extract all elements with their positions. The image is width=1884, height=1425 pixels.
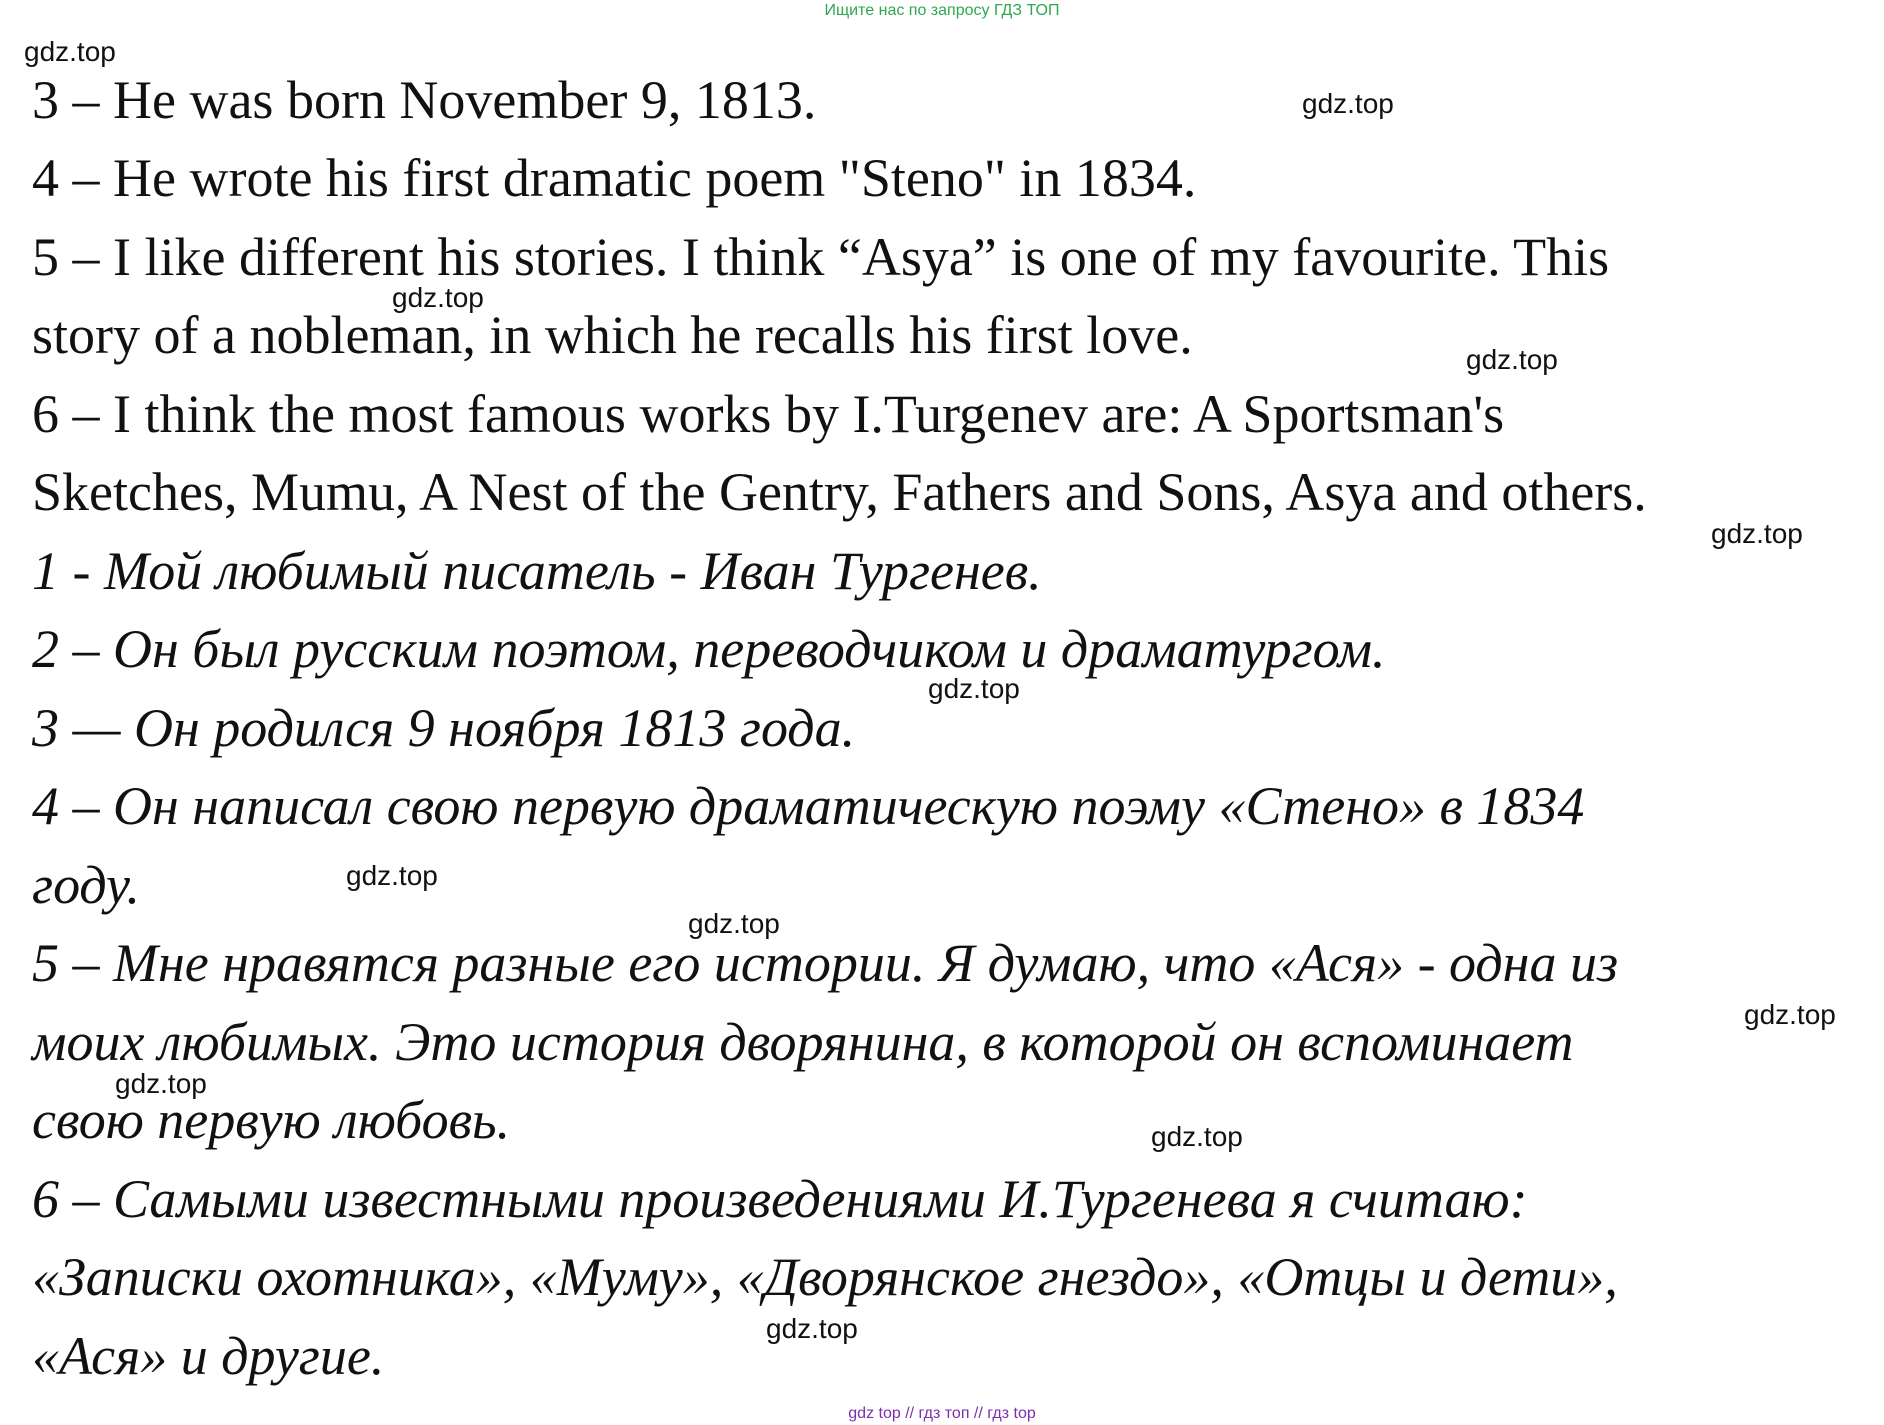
watermark: gdz.top [928,673,1020,704]
watermark: gdz.top [392,282,484,313]
russian-line-9: 6 – Самыми известными произведениями И.Тургенева я считаю: [32,1169,1528,1229]
english-line-1: 3 – He was born November 9, 1813. [32,70,817,130]
english-line-5: 6 – I think the most famous works by I.Turgenev are: A Sportsman's [32,384,1505,444]
bottom-banner: gdz top // гдз топ // гдз top [848,1405,1036,1422]
english-line-2: 4 – He wrote his first dramatic poem "Steno" in 1834. [32,148,1197,208]
watermark: gdz.top [115,1068,207,1099]
watermark: gdz.top [346,860,438,891]
watermark: gdz.top [766,1313,858,1344]
watermark: gdz.top [1151,1121,1243,1152]
watermark: gdz.top [24,36,116,67]
russian-line-7: моих любимых. Это история дворянина, в которой он вспоминает [32,1012,1574,1072]
watermark: gdz.top [1302,88,1394,119]
russian-line-4: 4 – Он написал свою первую драматическую поэму «Стено» в 1834 [32,776,1585,836]
english-line-3: 5 – I like different his stories. I think “Asya” is one of my favourite. This [32,227,1610,287]
russian-line-2: 2 – Он был русским поэтом, переводчиком и драматургом. [32,619,1386,679]
watermark: gdz.top [1744,999,1836,1030]
watermark: gdz.top [688,908,780,939]
russian-line-1: 1 - Мой любимый писатель - Иван Тургенев. [32,541,1042,601]
english-line-6: Sketches, Mumu, A Nest of the Gentry, Fathers and Sons, Asya and others. [32,462,1647,522]
top-banner: Ищите нас по запросу ГДЗ ТОП [824,2,1060,19]
russian-line-6: 5 – Мне нравятся разные его истории. Я думаю, что «Ася» - одна из [32,933,1619,993]
russian-line-11: «Ася» и другие. [32,1326,385,1386]
watermark: gdz.top [1711,518,1803,549]
english-line-4: story of a nobleman, in which he recalls his first love. [32,305,1193,365]
russian-line-10: «Записки охотника», «Муму», «Дворянское гнездо», «Отцы и дети», [32,1247,1618,1307]
russian-line-3: 3 — Он родился 9 ноября 1813 года. [32,698,856,758]
watermark: gdz.top [1466,344,1558,375]
russian-line-5: году. [32,855,141,915]
russian-line-8: свою первую любовь. [32,1090,511,1150]
